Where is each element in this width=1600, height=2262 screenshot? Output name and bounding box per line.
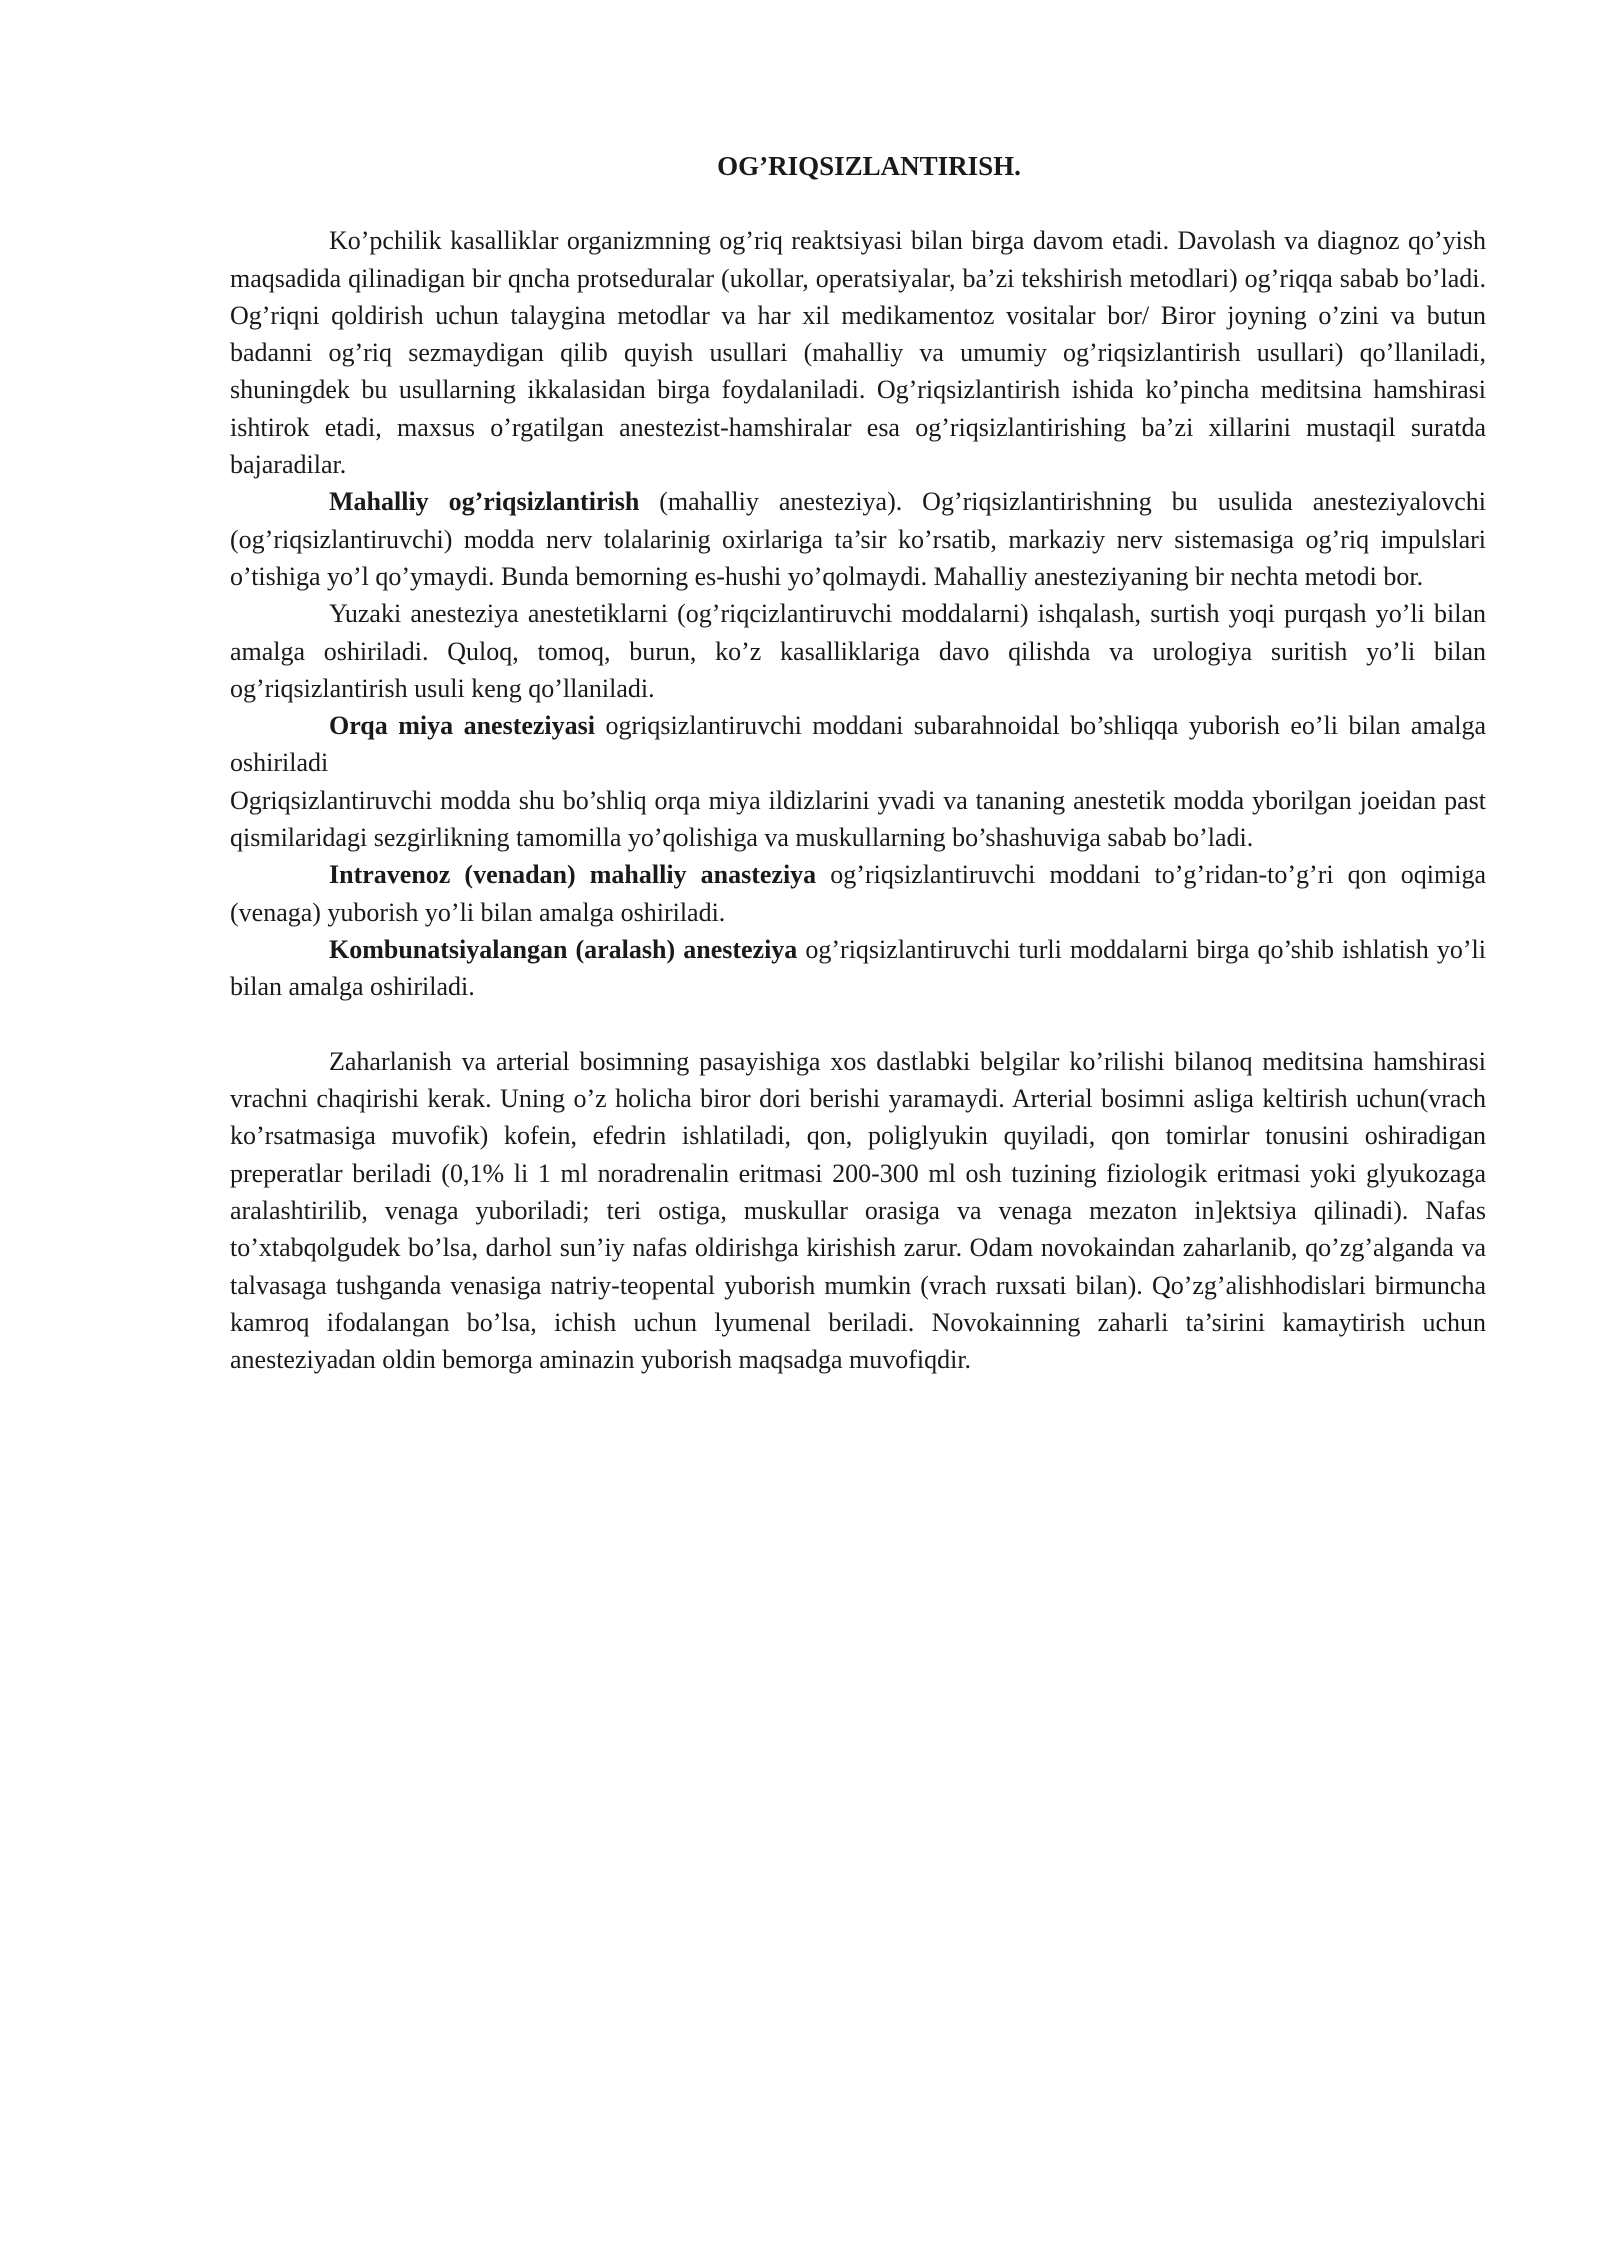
- paragraph-intro: Ko’pchilik kasalliklar organizmning og’riq reaktsiyasi bilan birga davom etadi. Davolash va diagnoz qo’yish maqsadida qilinadigan bir qncha protseduralar (ukollar, operatsiyalar, ba’zi tekshirish metodlari) og’riqqa sabab bo’ladi. Og’riqni qoldirish uchun talaygina metodlar va har xil medikamentoz vositalar bor/ Biror joyning o’zini va butun badanni og’riq sezmaydigan qilib quyish usullari (mahalliy va umumiy og’riqsizlantirish usullari) qo’llaniladi, shuningdek bu usullarning ikkalasidan birga foydalaniladi. Og’riqsizlantirish ishida ko’pincha meditsina hamshirasi ishtirok etadi, maxsus o’rgatilgan anestezist-hamshiralar esa og’riqsizlantirishing ba’zi xillarini mustaqil suratda bajaradilar.: [230, 226, 1486, 480]
- heading-local-anesthesia: Mahalliy og’riqsizlantirish: [329, 487, 640, 517]
- paragraph-surface-anesthesia: Yuzaki anesteziya anestetiklarni (og’riqcizlantiruvchi moddalarni) ishqalash, surtish yoqi purqash yo’li bilan amalga oshiriladi. Quloq, tomoq, burun, ko’z kasalliklariga davo qilishda va urologiya suritish yo’li bilan og’riqsizlantirish usuli keng qo’llaniladi.: [230, 599, 1486, 703]
- heading-intravenous-anesthesia: Intravenoz (venadan) mahalliy anasteziya: [329, 860, 817, 890]
- text-combined-anesthesia: og’riqsizlantiruvchi turli moddalarni birga qo’shib ishlatish yo’li bilan amalga oshiriladi.: [230, 934, 1486, 1002]
- paragraph-poisoning: Zaharlanish va arterial bosimning pasayishiga xos dastlabki belgilar ko’rilishi bilanoq meditsina hamshirasi vrachni chaqirishi kerak. Uning o’z holicha biror dori berishi yaramaydi. Arterial bosimni asliga keltirish uchun(vrach ko’rsatmasiga muvofik) kofein, efedrin ishlatiladi, qon, poliglyukin quyiladi, qon tomirlar tonusini oshiradigan preperatlar beriladi (0,1% li 1 ml noradrenalin eritmasi 200-300 ml osh tuzining fiziologik eritmasi yoki glyukozaga aralashtirilib, venaga yuboriladi; teri ostiga, muskullar orasiga va venaga mezaton in]ektsiya qilinadi). Nafas to’xtabqolgudek bo’lsa, darhol sun’iy nafas oldirishga kirishish zarur. Odam novokaindan zaharlanib, qo’zg’alganda va talvasaga tushganda venasiga natriy-teopental yuborish mumkin (vrach ruxsati bilan). Qo’zg’alishhodislari birmuncha kamroq ifodalangan bo’lsa, ichish uchun lyumenal beriladi. Novokainning zaharli ta’sirini kamaytirish uchun anesteziyadan oldin bemorga aminazin yuborish maqsadga muvofiqdir.: [230, 1046, 1486, 1375]
- document-title: OG’RIQSIZLANTIRISH.: [717, 151, 1021, 181]
- text-local-anesthesia: (mahalliy anesteziya). Og’riqsizlantirishning bu usulida anesteziyalovchi (og’riqsizlantiruvchi) modda nerv tolalarinig oxirlariga ta’sir ko’rsatib, markaziy nerv sistemasiga og’riq impulslari o’tishiga yo’l qo’ymaydi. Bunda bemorning es-hushi yo’qolmaydi. Mahalliy anesteziyaning bir nechta metodi bor.: [230, 487, 1486, 591]
- text-intravenous-anesthesia: og’riqsizlantiruvchi moddani to’g’ridan-to’g’ri qon oqimiga (venaga) yuborish yo’li bilan amalga oshiriladi.: [230, 860, 1486, 927]
- heading-spinal-anesthesia: Orqa miya anesteziyasi: [329, 711, 595, 741]
- paragraph-spinal-anesthesia: [230, 707, 1486, 782]
- document-page: [230, 148, 1486, 1379]
- paragraph-intravenous-anesthesia: [230, 856, 1486, 931]
- blank-line: [230, 1006, 1486, 1043]
- text-spinal-anesthesia: ogriqsizlantiruvchi moddani subarahnoidal bo’shliqqa yuborish eo’li bilan amalga oshiriladi: [230, 711, 1486, 778]
- heading-combined-anesthesia: Kombunatsiyalangan (aralash) anesteziya: [329, 934, 798, 964]
- paragraph-combined-anesthesia: [230, 931, 1486, 1006]
- paragraph-local-anesthesia: [230, 483, 1486, 595]
- paragraph-spinal-effect: Ogriqsizlantiruvchi modda shu bo’shliq orqa miya ildizlarini yvadi va tananing anestetik modda yborilgan joeidan past qismilaridagi sezgirlikning tamomilla yo’qolishiga va muskullarning bo’shashuviga sabab bo’ladi.: [230, 785, 1486, 853]
